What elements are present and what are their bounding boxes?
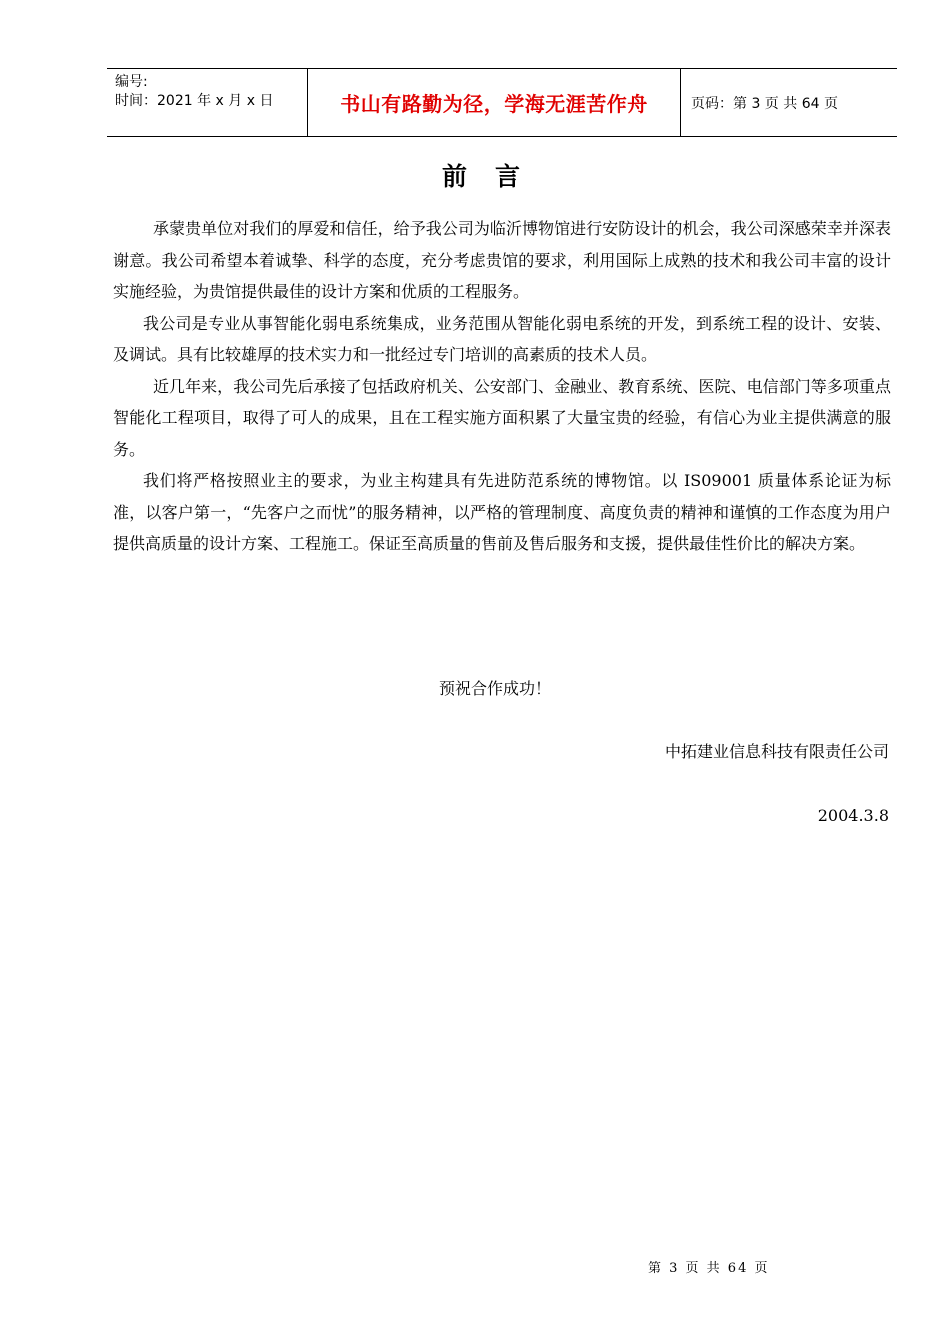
document-body [113, 213, 891, 560]
header-info-cell [107, 69, 308, 136]
document-time-label: 时间：2021 年 x 月 x 日 [115, 93, 274, 109]
document-header [107, 68, 897, 137]
closing-wish: 预祝合作成功！ [438, 679, 551, 698]
company-signature: 中拓建业信息科技有限责任公司 [664, 742, 889, 761]
page-footer: 第 3 页 共 64 页 [648, 1261, 770, 1276]
document-number-label: 编号: [115, 74, 148, 90]
paragraph: 我公司是专业从事智能化弱电系统集成，业务范围从智能化弱电系统的开发，到系统工程的设计、安装、及调试。具有比较雄厚的技术实力和一批经过专门培训的高素质的技术人员。 [113, 313, 891, 364]
header-motto: 书山有路勤为径，学海无涯苦作舟 [308, 69, 681, 136]
paragraph: 近几年来，我公司先后承接了包括政府机关、公安部门、金融业、教育系统、医院、电信部门等多项重点智能化工程项目，取得了可人的成果，且在工程实施方面积累了大量宝贵的经验，有信心为业主提供满意的服务。 [113, 376, 891, 459]
document-date: 2004.3.8 [817, 806, 889, 825]
paragraph: 我们将严格按照业主的要求，为业主构建具有先进防范系统的博物馆。以 IS09001 质量体系论证为标准，以客户第一，“先客户之而忧”的服务精神，以严格的管理制度、高度负责的精神和谨慎的工作态度为用户提供高质量的设计方案、工程施工。保证至高质量的售前及售后服务和支援，提供最佳性价比的解决方案。 [113, 471, 891, 553]
document-title: 前言 [441, 162, 548, 191]
paragraph: 承蒙贵单位对我们的厚爱和信任，给予我公司为临沂博物馆进行安防设计的机会，我公司深感荣幸并深表谢意。我公司希望本着诚挚、科学的态度，充分考虑贵馆的要求，利用国际上成熟的技术和我公司丰富的设计实施经验，为贵馆提供最佳的设计方案和优质的工程服务。 [113, 219, 891, 301]
header-page-label: 页码：第 3 页 共 64 页 [691, 95, 838, 112]
